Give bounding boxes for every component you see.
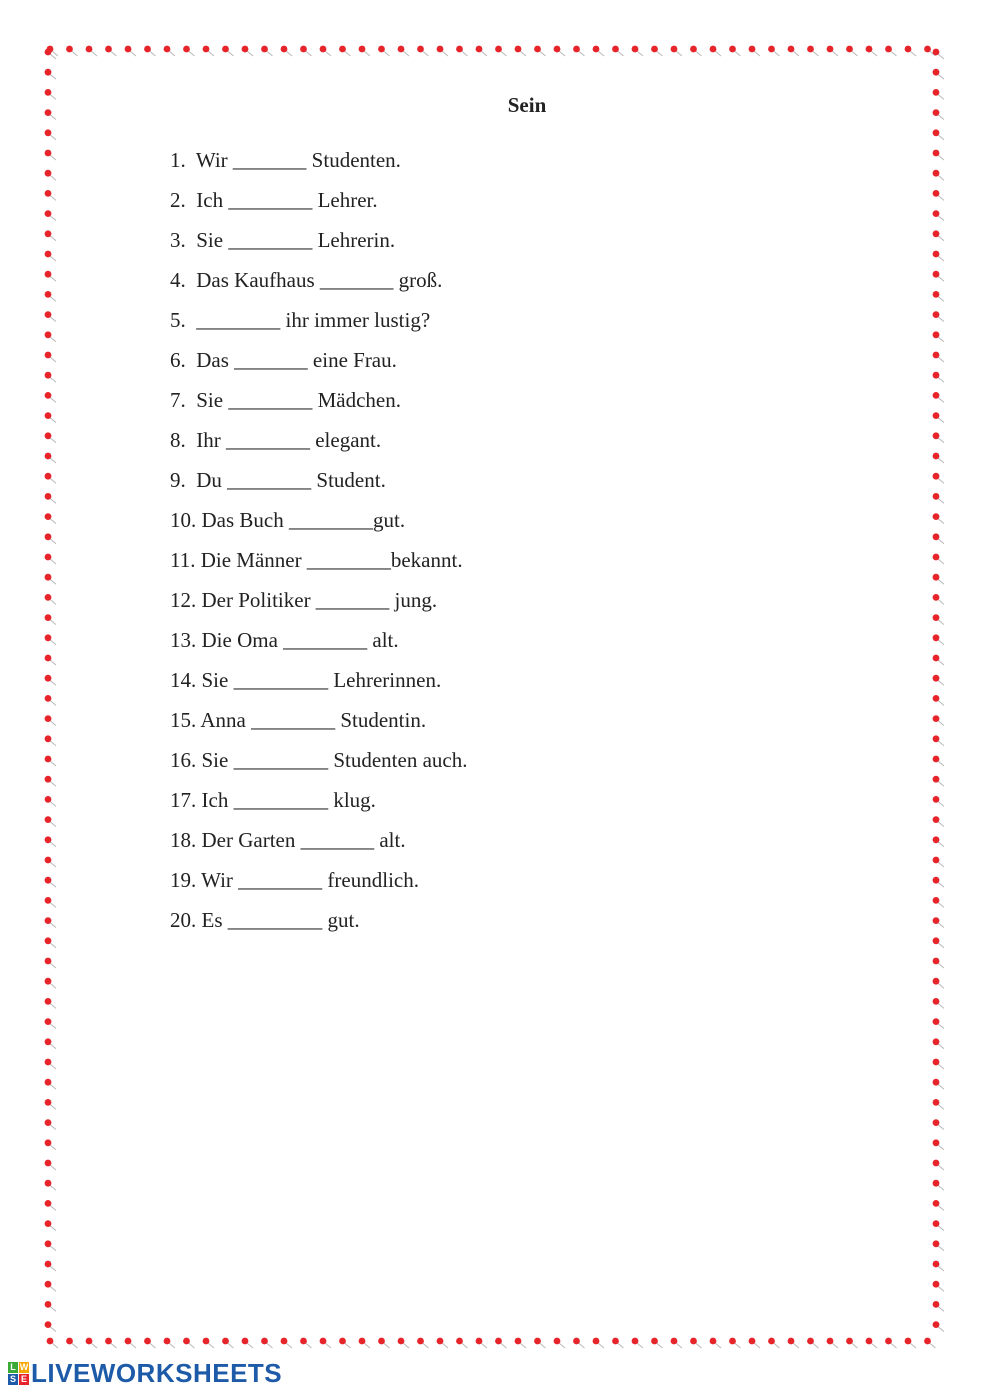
border-dot [86,46,97,56]
border-dot [933,1139,944,1149]
border-dot [105,1338,116,1348]
border-dot [45,1301,56,1311]
border-dot [125,1338,136,1348]
border-dot [86,1338,97,1348]
border-dot [866,1338,877,1348]
exercise-item: 12. Der Politiker _______ jung. [170,588,438,612]
logo-text: LIVEWORKSHEETS [31,1358,283,1388]
border-dot [320,1338,331,1348]
exercise-item: 11. Die Männer ________bekannt. [170,548,463,572]
border-dot [554,46,565,56]
border-dot [671,46,682,56]
border-dot [749,1338,760,1348]
border-dot [690,1338,701,1348]
exercise-item: 3. Sie ________ Lehrerin. [170,228,396,252]
border-dot [612,46,623,56]
border-dot [45,412,56,422]
border-dot [495,1338,506,1348]
border-dot [378,46,389,56]
border-dot [45,291,56,301]
border-dot [203,46,214,56]
border-dot [300,46,311,56]
border-dot [933,695,944,705]
border-dot [261,1338,272,1348]
border-dot [222,1338,233,1348]
border-dot [933,715,944,725]
exercise-item: 2. Ich ________ Lehrer. [170,188,378,212]
exercise-list [170,146,467,946]
border-dot [933,1261,944,1271]
logo-tile: E [20,1374,27,1384]
border-dot [45,150,56,160]
border-dot [164,1338,175,1348]
border-dot [261,46,272,56]
border-dot [933,796,944,806]
border-dot [45,352,56,362]
border-dot [846,1338,857,1348]
border-dot [885,1338,896,1348]
border-dot [45,735,56,745]
border-dot [632,1338,643,1348]
border-dot [45,1160,56,1170]
border-dot [45,1240,56,1250]
border-dot [164,46,175,56]
border-dot [515,46,526,56]
border-dot [933,150,944,160]
border-dot [242,1338,253,1348]
exercise-item: 7. Sie ________ Mädchen. [170,388,401,412]
border-dot [45,271,56,281]
border-dot [933,917,944,927]
border-dot [573,1338,584,1348]
decorative-dotted-border-right [926,44,946,1344]
border-dot [933,1200,944,1210]
border-dot [905,1338,916,1348]
decorative-dotted-border-bottom [42,1332,942,1350]
border-dot [45,331,56,341]
border-dot [933,493,944,503]
border-dot [768,1338,779,1348]
border-dot [45,958,56,968]
exercise-item: 17. Ich _________ klug. [170,788,376,812]
border-dot [710,1338,721,1348]
border-dot [534,1338,545,1348]
border-dot [933,998,944,1008]
border-dot [417,1338,428,1348]
border-dot [933,816,944,826]
border-dot [45,1018,56,1028]
border-dot [924,46,935,56]
border-dot [933,857,944,867]
border-dot [534,46,545,56]
border-dot [933,190,944,200]
border-dot [933,453,944,463]
border-dot [281,46,292,56]
border-dot [45,897,56,907]
border-dot [710,46,721,56]
border-dot [45,453,56,463]
border-dot [827,46,838,56]
border-dot [45,1119,56,1129]
border-dot [866,46,877,56]
border-dot [45,836,56,846]
border-dot [933,210,944,220]
border-dot [729,1338,740,1348]
border-dot [45,493,56,503]
border-dot [45,776,56,786]
border-dot [933,1079,944,1089]
border-dot [45,513,56,523]
logo-mark-icon [8,1362,29,1385]
border-dot [45,129,56,139]
border-dot [66,46,77,56]
border-dot [933,271,944,281]
border-dot [612,1338,623,1348]
exercise-item: 8. Ihr ________ elegant. [170,428,382,452]
border-dot [476,46,487,56]
border-dot [933,533,944,543]
border-dot [933,311,944,321]
border-dot [515,1338,526,1348]
border-dot [456,46,467,56]
border-dot [933,230,944,240]
exercise-item: 15. Anna ________ Studentin. [170,708,427,732]
border-dot [807,1338,818,1348]
border-dot [45,473,56,483]
border-dot [573,46,584,56]
border-dot [933,129,944,139]
border-dot [768,46,779,56]
border-dot [359,46,370,56]
border-dot [45,190,56,200]
border-dot [45,594,56,604]
border-dot [671,1338,682,1348]
border-dot [749,46,760,56]
border-dot [398,1338,409,1348]
border-dot [45,1261,56,1271]
border-dot [933,937,944,947]
border-dot [183,46,194,56]
border-dot [417,46,428,56]
border-dot [933,352,944,362]
border-dot [45,978,56,988]
border-dot [45,715,56,725]
border-dot [933,655,944,665]
border-dot [45,251,56,261]
border-dot [281,1338,292,1348]
exercise-item: 6. Das _______ eine Frau. [170,348,397,372]
border-dot [807,46,818,56]
border-dot [45,1200,56,1210]
border-dot [593,1338,604,1348]
border-dot [456,1338,467,1348]
border-dot [933,735,944,745]
border-dot [593,46,604,56]
border-dot [45,695,56,705]
decorative-dotted-border-left [38,44,58,1344]
exercise-item: 18. Der Garten _______ alt. [170,828,406,852]
border-dot [45,917,56,927]
border-dot [45,1038,56,1048]
border-dot [933,1160,944,1170]
border-dot [45,311,56,321]
border-dot [632,46,643,56]
border-dot [339,46,350,56]
border-dot [933,958,944,968]
border-dot [45,1220,56,1230]
exercise-item: 16. Sie _________ Studenten auch. [170,748,468,772]
border-dot [144,46,155,56]
border-dot [933,614,944,624]
border-dot [933,432,944,442]
border-dot [729,46,740,56]
border-dot [933,412,944,422]
border-dot [933,513,944,523]
border-dot [45,1180,56,1190]
border-dot [933,1301,944,1311]
exercise-item: 10. Das Buch ________gut. [170,508,406,532]
border-dot [105,46,116,56]
exercise-item: 20. Es _________ gut. [170,908,360,932]
border-dot [788,46,799,56]
border-dot [933,1038,944,1048]
border-dot [933,1220,944,1230]
logo-tile: W [19,1362,29,1372]
border-dot [242,46,253,56]
border-dot [45,1079,56,1089]
border-dot [45,796,56,806]
border-dot [495,46,506,56]
border-dot [933,1119,944,1129]
border-dot [846,46,857,56]
border-dot [45,554,56,564]
border-dot [933,372,944,382]
border-dot [933,49,944,59]
border-dot [300,1338,311,1348]
border-dot [933,331,944,341]
border-dot [933,69,944,79]
border-dot [45,1321,56,1331]
border-dot [45,857,56,867]
border-dot [378,1338,389,1348]
border-dot [45,614,56,624]
border-dot [45,170,56,180]
border-dot [320,46,331,56]
border-dot [788,1338,799,1348]
border-dot [933,392,944,402]
border-dot [554,1338,565,1348]
border-dot [933,877,944,887]
border-dot [933,574,944,584]
border-dot [933,756,944,766]
decorative-dotted-border-top [42,40,942,58]
border-dot [183,1338,194,1348]
border-dot [45,432,56,442]
border-dot [933,251,944,261]
border-dot [933,594,944,604]
border-dot [933,1059,944,1069]
border-dot [45,533,56,543]
border-dot [45,634,56,644]
border-dot [905,46,916,56]
border-dot [933,554,944,564]
border-dot [933,836,944,846]
border-dot [45,756,56,766]
border-dot [45,392,56,402]
border-dot [66,1338,77,1348]
border-dot [933,634,944,644]
border-dot [651,1338,662,1348]
exercise-item: 5. ________ ihr immer lustig? [170,308,431,332]
border-dot [933,473,944,483]
border-dot [933,1281,944,1291]
exercise-item: 13. Die Oma ________ alt. [170,628,399,652]
border-dot [45,937,56,947]
exercise-item: 9. Du ________ Student. [170,468,386,492]
border-dot [651,46,662,56]
border-dot [437,46,448,56]
logo-tile: L [8,1362,18,1373]
border-dot [924,1338,935,1348]
border-dot [437,1338,448,1348]
border-dot [885,46,896,56]
border-dot [45,675,56,685]
border-dot [203,1338,214,1348]
exercise-item: 4. Das Kaufhaus _______ groß. [170,268,443,292]
border-dot [45,816,56,826]
border-dot [45,1281,56,1291]
border-dot [827,1338,838,1348]
border-dot [933,291,944,301]
border-dot [359,1338,370,1348]
border-dot [476,1338,487,1348]
border-dot [45,69,56,79]
border-dot [45,998,56,1008]
exercise-item: 19. Wir ________ freundlich. [170,868,419,892]
border-dot [933,1240,944,1250]
border-dot [933,675,944,685]
border-dot [45,230,56,240]
border-dot [125,46,136,56]
liveworksheets-logo[interactable] [8,1358,282,1389]
exercise-item: 1. Wir _______ Studenten. [170,148,401,172]
logo-tile: S [9,1374,16,1384]
border-dot [45,1099,56,1109]
border-dot [144,1338,155,1348]
border-dot [933,1180,944,1190]
border-dot [45,49,56,59]
border-dot [933,978,944,988]
border-dot [222,46,233,56]
border-dot [933,897,944,907]
exercise-item: 14. Sie _________ Lehrerinnen. [170,668,442,692]
border-dot [45,574,56,584]
border-dot [45,655,56,665]
border-dot [933,1018,944,1028]
border-dot [45,372,56,382]
border-dot [690,46,701,56]
border-dot [45,1059,56,1069]
border-dot [47,1338,58,1348]
border-dot [339,1338,350,1348]
border-dot [45,1139,56,1149]
worksheet-title: Sein [507,93,547,117]
border-dot [933,1099,944,1109]
border-dot [398,46,409,56]
border-dot [45,877,56,887]
border-dot [933,170,944,180]
border-dot [45,210,56,220]
border-dot [933,776,944,786]
border-dot [47,46,58,56]
border-dot [933,1321,944,1331]
